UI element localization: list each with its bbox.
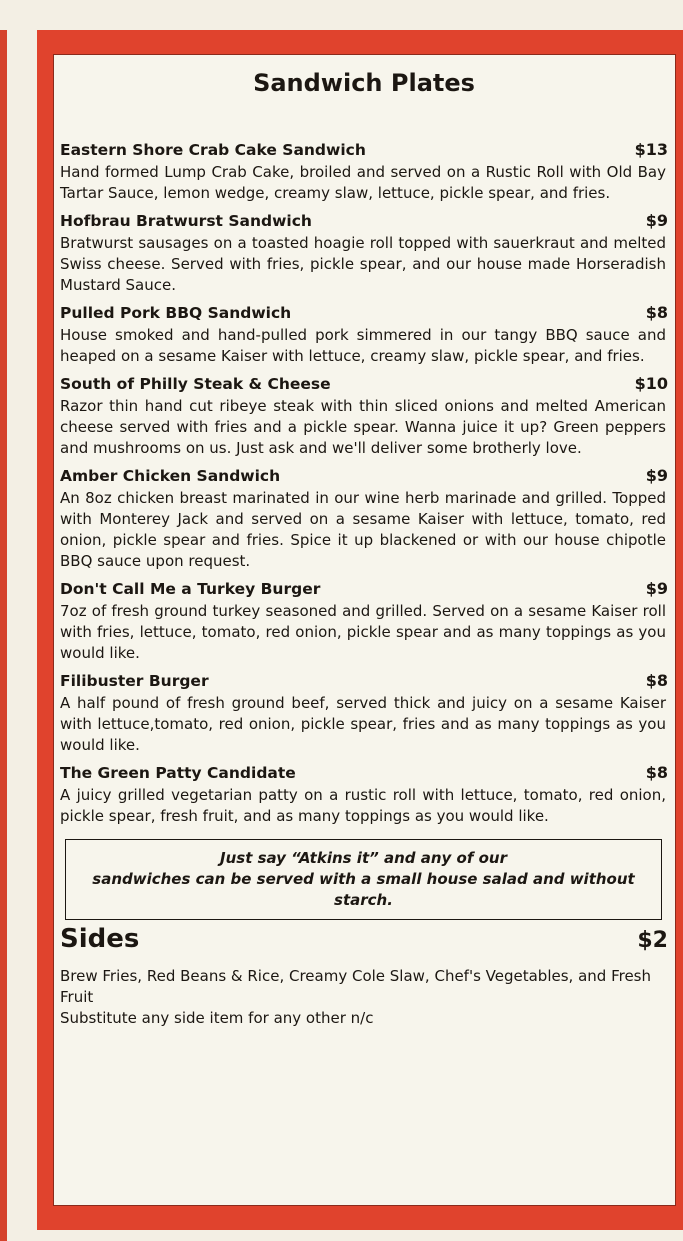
item-description: Razor thin hand cut ribeye steak with thin sliced onions and melted American cheese served with fries and a pickle spear. Wanna juice it up? Green peppers and mushrooms on us. Just ask and we'll deliver some brotherly love. [60,397,666,457]
sides-title: Sides [60,924,140,954]
item-description: 7oz of fresh ground turkey seasoned and grilled. Served on a sesame Kaiser roll with fries, lettuce, tomato, red onion, pickle spear and as many toppings as you would like. [60,602,666,662]
item-price: $9 [645,466,668,485]
red-edge-strip [0,30,7,1241]
menu-panel [53,54,676,1206]
item-name: Hofbrau Bratwurst Sandwich [60,212,312,230]
atkins-line-1: Just say “Atkins it” and any of our [220,849,507,867]
item-price: $8 [645,763,668,782]
menu-item [60,373,668,459]
atkins-note-box [65,839,662,920]
menu-item [60,139,668,204]
item-price: $9 [645,579,668,598]
item-description: A juicy grilled vegetarian patty on a rustic roll with lettuce, tomato, red onion, pickle spear, fresh fruit, and as many toppings as you would like. [60,786,666,825]
item-description: A half pound of fresh ground beef, served thick and juicy on a sesame Kaiser with lettuce,tomato, red onion, pickle spear, fries and as many toppings as you would like. [60,694,666,754]
item-name: Amber Chicken Sandwich [60,467,281,485]
item-price: $8 [645,303,668,322]
menu-item [60,578,668,664]
item-description: An 8oz chicken breast marinated in our wine herb marinade and grilled. Topped with Monterey Jack and served on a sesame Kaiser with lettuce, tomato, red onion, pickle spear and fries. Spice it up blackened or with our house chipotle BBQ sauce upon request. [60,489,666,570]
item-description: House smoked and hand-pulled pork simmered in our tangy BBQ sauce and heaped on a sesame Kaiser with lettuce, creamy slaw, pickle spear, and fries. [60,326,666,365]
item-name: Filibuster Burger [60,672,209,690]
menu-item [60,670,668,756]
item-name: The Green Patty Candidate [60,764,296,782]
item-price: $10 [634,374,668,393]
sides-header [60,924,668,954]
menu-item [60,302,668,367]
sides-items: Brew Fries, Red Beans & Rice, Creamy Cole Slaw, Chef's Vegetables, and Fresh Fruit [60,967,651,1006]
item-price: $9 [645,211,668,230]
atkins-line-2: sandwiches can be served with a small house salad and without starch. [92,870,635,909]
item-price: $8 [645,671,668,690]
menu-content [60,55,668,1205]
page-title: Sandwich Plates [253,69,475,97]
item-name: Pulled Pork BBQ Sandwich [60,304,292,322]
item-name: Eastern Shore Crab Cake Sandwich [60,141,366,159]
menu-item [60,210,668,296]
item-name: South of Philly Steak & Cheese [60,375,331,393]
item-name: Don't Call Me a Turkey Burger [60,580,321,598]
sides-price: $2 [637,928,668,953]
sides-list [60,966,668,1029]
item-description: Bratwurst sausages on a toasted hoagie roll topped with sauerkraut and melted Swiss cheese. Served with fries, pickle spear, and our house made Horseradish Mustard Sauce. [60,234,666,294]
sides-note: Substitute any side item for any other n/c [60,1009,374,1027]
item-description: Hand formed Lump Crab Cake, broiled and served on a Rustic Roll with Old Bay Tartar Sauce, lemon wedge, creamy slaw, lettuce, pickle spear, and fries. [60,163,666,202]
menu-item [60,762,668,827]
item-price: $13 [634,140,668,159]
menu-item [60,465,668,572]
menu-frame [37,30,683,1230]
sandwich-list [60,139,668,827]
